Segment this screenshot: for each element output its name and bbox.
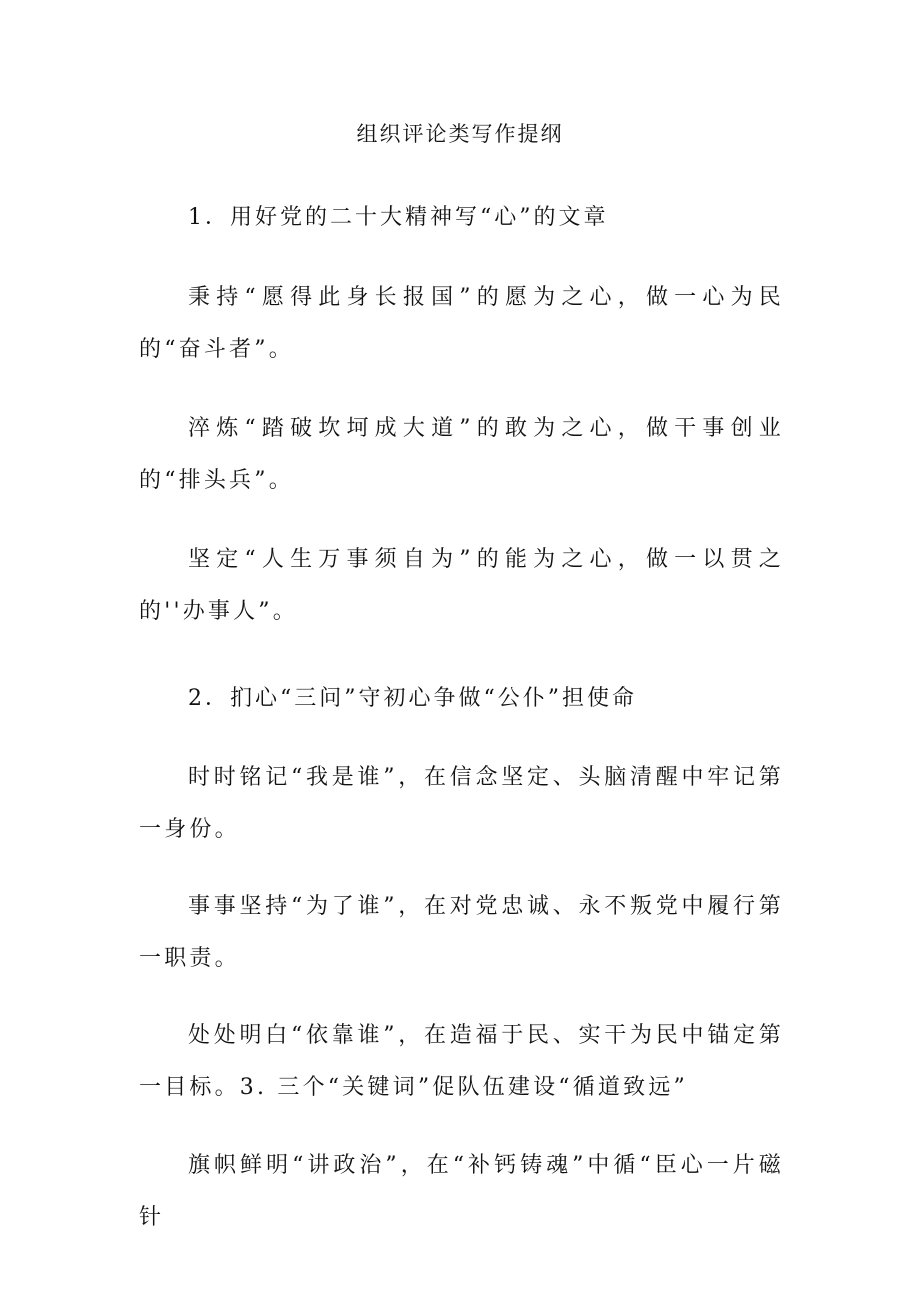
section-1-paragraph-1: 秉持“愿得此身长报国”的愿为之心，做一心为民的“奋斗者”。 (139, 285, 784, 362)
section-1-paragraph-3: 坚定“人生万事须自为”的能为之心，做一以贯之的''办事人”。 (139, 547, 784, 624)
section-1-paragraph-2: 淬炼“踏破坎坷成大道”的敢为之心，做干事创业的“排头兵”。 (139, 416, 784, 493)
section-1-heading: 1．用好党的二十大精神写“心”的文章 (188, 205, 609, 230)
document-title: 组织评论类写作提纲 (356, 122, 564, 146)
section-3-paragraph-1: 旗帜鲜明“讲政治”，在“补钙铸魂”中循“臣心一片磁针 (139, 1153, 784, 1230)
section-2-paragraph-2: 事事坚持“为了谁”，在对党忠诚、永不叛党中履行第一职责。 (139, 894, 784, 971)
section-2-paragraph-3: 处处明白“依靠谁”，在造福于民、实干为民中锚定第一目标。3. 三个“关键词”促队伍建设“循道致远” (139, 1023, 784, 1100)
section-2-paragraph-1: 时时铭记“我是谁”，在信念坚定、头脑清醒中牢记第一身份。 (139, 765, 784, 842)
section-2-heading: 2．扪心“三问”守初心争做“公仆”担使命 (188, 686, 637, 711)
